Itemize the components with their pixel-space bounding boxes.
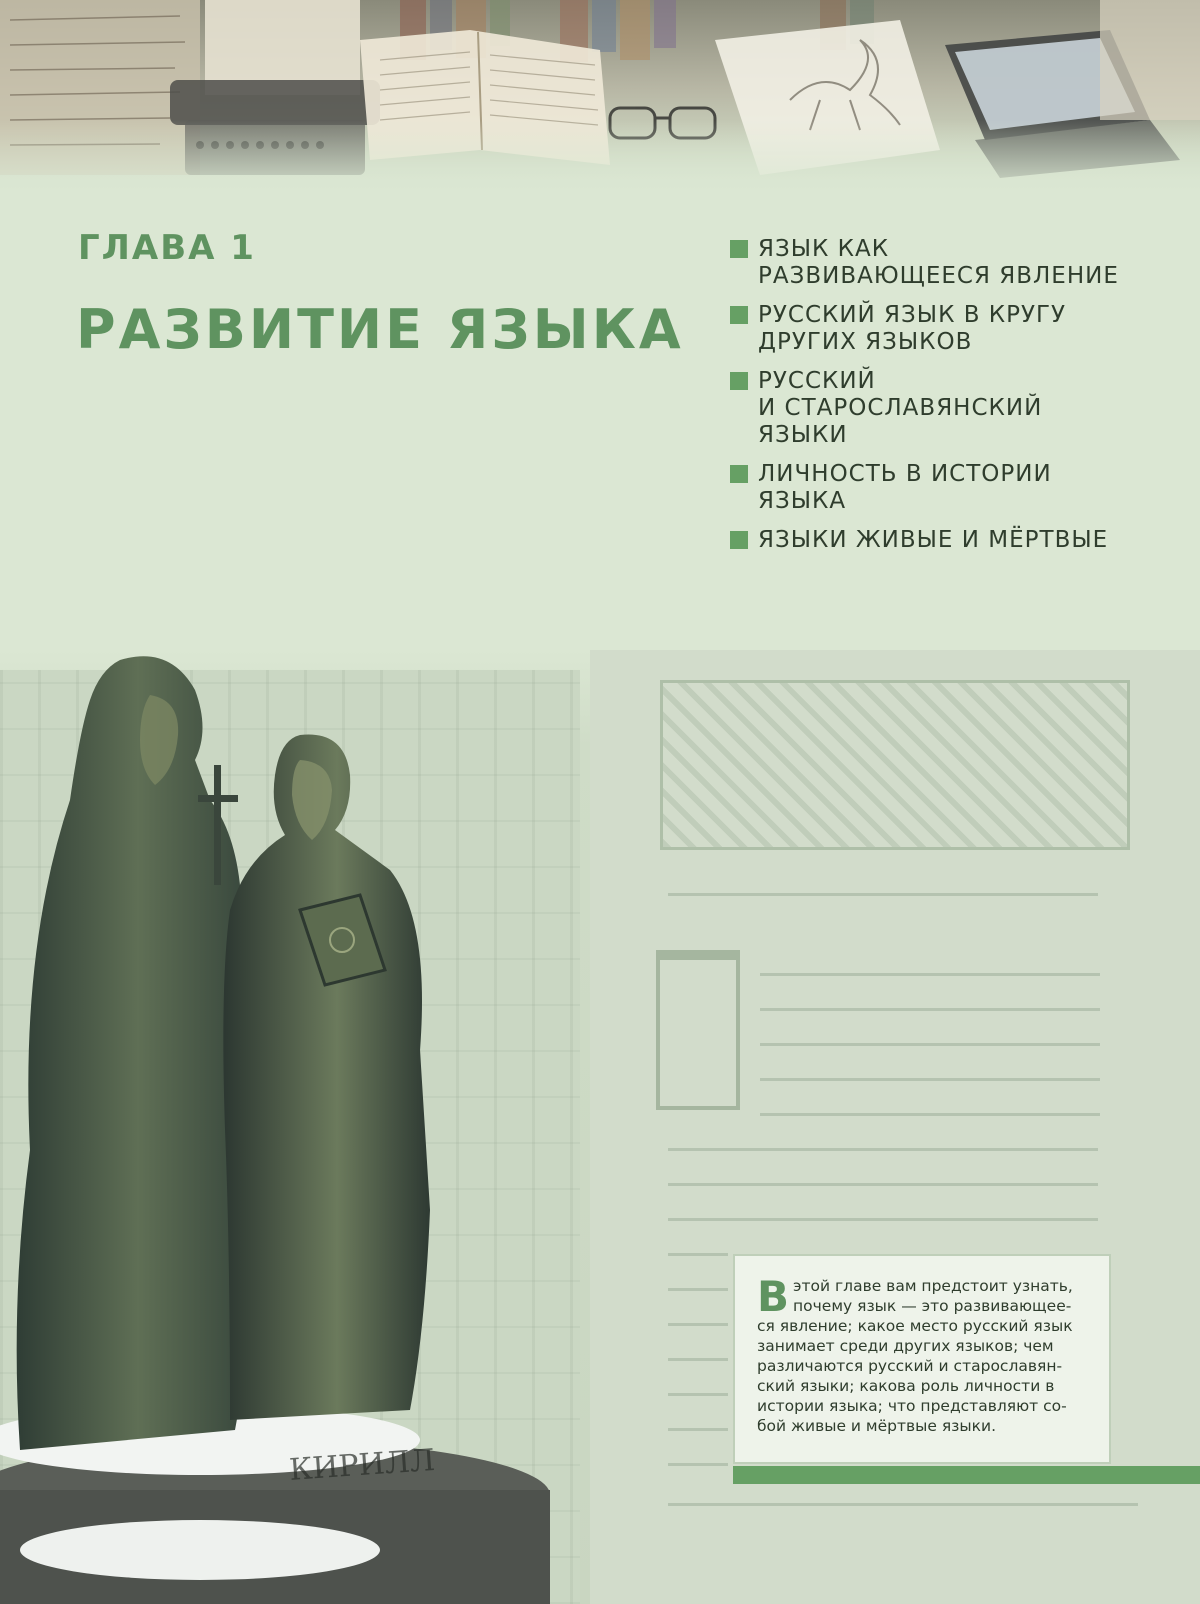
script-line-image <box>760 1055 1100 1081</box>
header-collage-image <box>0 0 1200 195</box>
topic-text: ЛИЧНОСТЬ В ИСТОРИИ ЯЗЫКА <box>758 461 1052 514</box>
topic-item <box>730 527 1160 554</box>
ornament-headpiece-image <box>660 680 1130 850</box>
topic-text: РУССКИЙ ЯЗЫК В КРУГУ ДРУГИХ ЯЗЫКОВ <box>758 302 1067 355</box>
script-line-image <box>668 1300 728 1326</box>
script-line-image <box>760 985 1100 1011</box>
drop-letter-ornament-image <box>656 950 740 1110</box>
topic-text: ЯЗЫК КАК РАЗВИВАЮЩЕЕСЯ ЯВЛЕНИЕ <box>758 236 1119 289</box>
chapter-intro-box <box>733 1254 1111 1464</box>
topic-item <box>730 368 1160 449</box>
intro-text: этой главе вам предстоит узнать, почему язык — это развивающее-ся явление; какое место русский язык занимает среди других языков; чем различаются русский и старославян-ский языки; какова роль личности в истории языка; что представляют со-бой живые и мёртвые языки. <box>757 1277 1073 1435</box>
square-bullet-icon <box>730 240 748 258</box>
script-line-image <box>668 1440 728 1466</box>
topic-text: РУССКИЙ И СТАРОСЛАВЯНСКИЙ ЯЗЫКИ <box>758 368 1043 448</box>
topic-item <box>730 461 1160 515</box>
script-line-image <box>668 1160 1098 1186</box>
script-line-image <box>668 1335 728 1361</box>
pedestal-inscription-image: КИРИЛЛ <box>288 1442 436 1488</box>
intro-accent-bar <box>733 1466 1200 1484</box>
script-line-image <box>668 1230 728 1256</box>
square-bullet-icon <box>730 465 748 483</box>
topics-list <box>730 236 1160 566</box>
topic-item <box>730 302 1160 356</box>
chapter-title: РАЗВИТИЕ ЯЗЫКА <box>76 298 684 361</box>
script-line-image <box>668 1265 728 1291</box>
chapter-label: ГЛАВА 1 <box>78 228 256 268</box>
topic-text: ЯЗЫКИ ЖИВЫЕ И МЁРТВЫЕ <box>758 527 1109 553</box>
intro-drop-cap: В <box>757 1272 790 1321</box>
square-bullet-icon <box>730 372 748 390</box>
saints-statue-image <box>0 650 560 1604</box>
square-bullet-icon <box>730 531 748 549</box>
script-line-image <box>760 1020 1100 1046</box>
script-line-image <box>668 1195 1098 1221</box>
square-bullet-icon <box>730 306 748 324</box>
script-line-image <box>668 1125 1098 1151</box>
script-line-image <box>760 1090 1100 1116</box>
script-line-image <box>760 950 1100 976</box>
topic-item <box>730 236 1160 290</box>
script-line-image <box>668 870 1098 896</box>
script-line-image <box>668 1405 728 1431</box>
script-line-image <box>668 1370 728 1396</box>
